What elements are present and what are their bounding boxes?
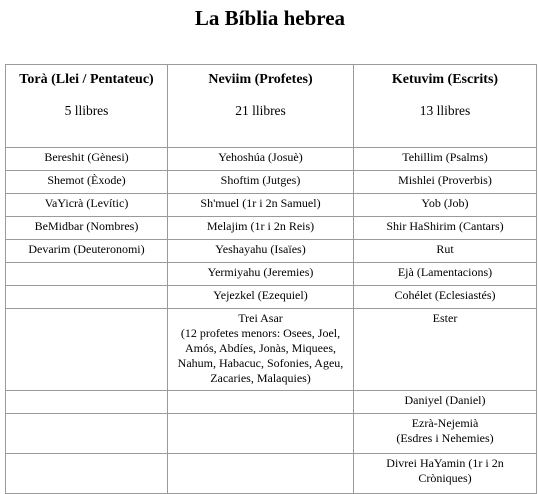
table-cell-ketuvim [354, 263, 537, 286]
cell-text-line: Amós, Abdíes, Jonàs, Miquees, [185, 341, 336, 355]
cell-text: Devarim (Deuteronomi) [28, 242, 145, 256]
table-cell-neviim [168, 286, 354, 309]
book-count: 5 llibres [64, 103, 109, 118]
table-cell-neviim [168, 414, 354, 454]
column-title: Torà (Llei / Pentateuc) [19, 72, 154, 87]
cell-text-line: Nahum, Habacuc, Sofonies, Ageu, [177, 356, 344, 370]
table-row [6, 391, 537, 414]
cell-text: Cohélet (Eclesiastés) [394, 288, 496, 302]
table-cell-neviim [168, 240, 354, 263]
table-row [6, 309, 537, 391]
column-header-neviim [168, 65, 354, 148]
table-cell-ketuvim [354, 217, 537, 240]
table-cell-ketuvim [354, 414, 537, 454]
table-row [6, 194, 537, 217]
table-body [6, 148, 537, 494]
table-cell-tora [6, 148, 168, 171]
book-count: 13 llibres [419, 103, 471, 118]
cell-text-line: (12 profetes menors: Osees, Joel, [180, 326, 341, 340]
cell-text: Sh'muel (1r i 2n Samuel) [200, 196, 321, 210]
table-cell-tora [6, 263, 168, 286]
table-row [6, 263, 537, 286]
table-cell-tora [6, 240, 168, 263]
table-cell-neviim [168, 148, 354, 171]
book-count: 21 llibres [235, 103, 286, 118]
cell-text: Shemot (Èxode) [47, 173, 126, 187]
column-header-ketuvim [354, 65, 537, 148]
column-header-tora [6, 65, 168, 148]
table-cell-ketuvim [354, 240, 537, 263]
table-row [6, 286, 537, 309]
cell-text: Ester [432, 311, 458, 325]
cell-text: Yermiyahu (Jeremies) [207, 265, 314, 279]
cell-text: Shoftim (Jutges) [220, 173, 301, 187]
table-cell-neviim [168, 171, 354, 194]
table-row [6, 414, 537, 454]
table-cell-neviim [168, 194, 354, 217]
cell-text: VaYicrà (Levític) [44, 196, 129, 210]
table-cell-tora [6, 309, 168, 391]
cell-text: Ejà (Lamentacions) [397, 265, 493, 279]
table-row [6, 171, 537, 194]
cell-text: Bereshit (Gènesi) [44, 150, 129, 164]
table-cell-ketuvim [354, 391, 537, 414]
cell-text: BeMidbar (Nombres) [34, 219, 139, 233]
cell-text-line: Trei Asar [238, 311, 283, 325]
cell-text: Yob (Job) [421, 196, 469, 210]
cell-text: Yehoshúa (Josuè) [218, 150, 303, 164]
cell-text-line: (Esdres i Nehemies) [396, 431, 494, 445]
table-cell-tora [6, 194, 168, 217]
cell-text-line: Ezrà-Nejemià [411, 416, 479, 430]
table-cell-neviim [168, 391, 354, 414]
cell-text: Yeshayahu (Isaïes) [215, 242, 306, 256]
column-title: Neviim (Profetes) [208, 72, 313, 87]
table-row [6, 240, 537, 263]
cell-text: Shir HaShirim (Cantars) [386, 219, 504, 233]
table-cell-neviim [168, 263, 354, 286]
table-cell-ketuvim [354, 194, 537, 217]
cell-text-line: Divrei HaYamin (1r i 2n [386, 456, 504, 470]
cell-text-line: Zacaries, Malaquies) [210, 371, 311, 385]
table-cell-ketuvim [354, 309, 537, 391]
table-cell-ketuvim [354, 148, 537, 171]
cell-text-line: Cròniques) [418, 471, 472, 485]
table-cell-tora [6, 217, 168, 240]
table-cell-tora [6, 171, 168, 194]
table-cell-tora [6, 391, 168, 414]
table-cell-tora [6, 414, 168, 454]
column-title: Ketuvim (Escrits) [391, 72, 499, 87]
cell-text: Yejezkel (Ezequiel) [213, 288, 308, 302]
page-title: La Bíblia hebrea [194, 6, 346, 30]
cell-text: Melajim (1r i 2n Reis) [206, 219, 315, 233]
table-cell-ketuvim [354, 286, 537, 309]
books-table [5, 64, 537, 494]
table-cell-neviim [168, 217, 354, 240]
table-cell-tora [6, 286, 168, 309]
cell-text: Mishlei (Proverbis) [398, 173, 492, 187]
cell-text: Daniyel (Daniel) [404, 393, 486, 407]
cell-text: Tehillim (Psalms) [402, 150, 488, 164]
cell-text: Rut [436, 242, 454, 256]
table-row [6, 148, 537, 171]
table-cell-ketuvim [354, 171, 537, 194]
table-cell-neviim [168, 309, 354, 391]
header-row [6, 65, 537, 148]
table-row [6, 217, 537, 240]
